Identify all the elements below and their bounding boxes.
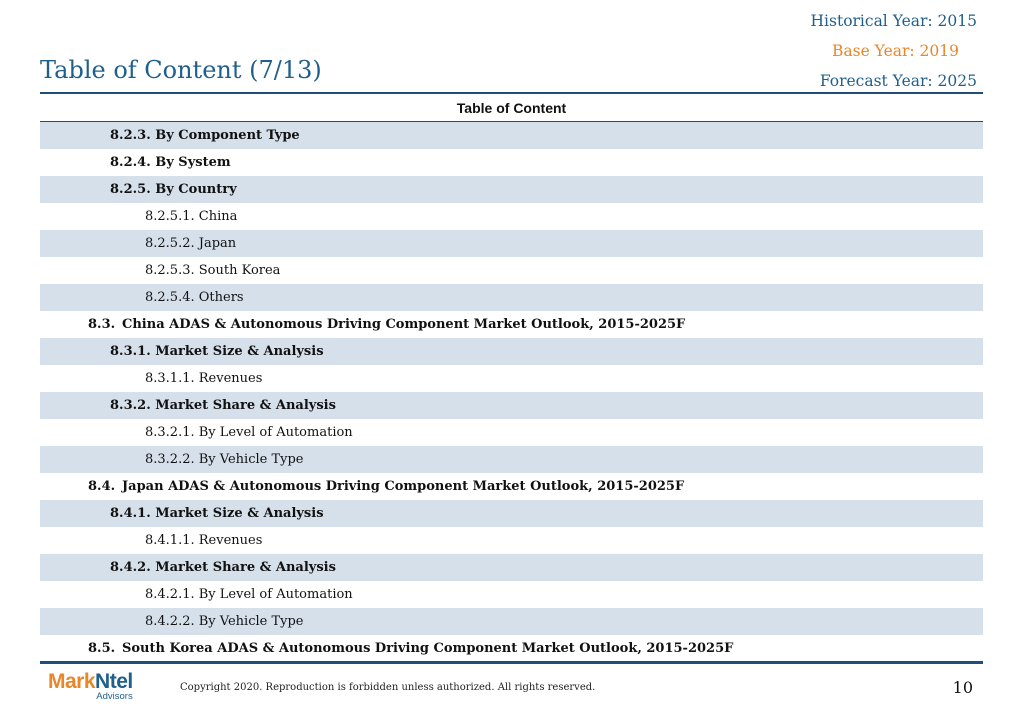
report-years	[811, 8, 977, 98]
toc-header: Table of Content	[456, 100, 567, 116]
toc-row	[40, 500, 983, 527]
toc-row-label: Japan ADAS & Autonomous Driving Component Market Outlook, 2015-2025F	[122, 479, 685, 494]
toc-row-label: 8.3.2. Market Share & Analysis	[110, 398, 336, 413]
toc-row-label: 8.3.1.1. Revenues	[145, 371, 263, 386]
toc-row-label: 8.4.1.1. Revenues	[145, 533, 263, 548]
base-year: Base Year: 2019	[832, 42, 959, 60]
toc-row	[40, 392, 983, 419]
toc-row	[40, 338, 983, 365]
toc-row	[40, 311, 983, 338]
toc-row	[40, 122, 983, 149]
toc-row-label: 8.2.5.3. South Korea	[145, 263, 281, 278]
toc-row-label: 8.3.1. Market Size & Analysis	[110, 344, 324, 359]
toc-row-label: 8.3.2.2. By Vehicle Type	[145, 452, 304, 467]
toc-row-label: 8.2.5.2. Japan	[145, 236, 237, 251]
toc-row-label: 8.4.2.2. By Vehicle Type	[145, 614, 304, 629]
toc-row	[40, 365, 983, 392]
toc-row-label: South Korea ADAS & Autonomous Driving Component Market Outlook, 2015-2025F	[122, 641, 734, 656]
logo-text-ntel: Ntel	[95, 670, 133, 693]
toc-row-label: 8.2.5. By Country	[110, 182, 237, 197]
toc-row	[40, 446, 983, 473]
toc-row	[40, 149, 983, 176]
toc-row	[40, 554, 983, 581]
logo-subtitle: Advisors	[96, 691, 133, 702]
toc-row	[40, 284, 983, 311]
title-divider	[40, 92, 983, 94]
forecast-year: Forecast Year: 2025	[819, 72, 977, 90]
toc-row	[40, 527, 983, 554]
footer-divider	[40, 661, 983, 664]
logo-text-mark: Mark	[48, 670, 96, 693]
toc-row-number: 8.5.	[88, 641, 116, 656]
toc-row-number: 8.4.	[88, 479, 116, 494]
copyright-notice: Copyright 2020. Reproduction is forbidden unless authorized. All rights reserved.	[180, 682, 596, 693]
toc-row-label: 8.2.4. By System	[110, 155, 231, 170]
toc-row	[40, 581, 983, 608]
toc-row	[40, 203, 983, 230]
toc-row	[40, 419, 983, 446]
toc-list	[40, 122, 983, 662]
toc-row-label: 8.3.2.1. By Level of Automation	[145, 425, 353, 440]
toc-row-label: 8.2.5.1. China	[145, 209, 238, 224]
toc-row	[40, 608, 983, 635]
page-title: Table of Content (7/13)	[40, 56, 322, 84]
marknetl-logo	[48, 671, 133, 702]
toc-row	[40, 176, 983, 203]
toc-row-label: 8.4.2. Market Share & Analysis	[110, 560, 336, 575]
toc-row-label: 8.4.1. Market Size & Analysis	[110, 506, 324, 521]
toc-row	[40, 635, 983, 662]
historical-year: Historical Year: 2015	[810, 12, 977, 30]
toc-row-label: 8.4.2.1. By Level of Automation	[145, 587, 353, 602]
toc-row	[40, 230, 983, 257]
toc-row-number: 8.3.	[88, 317, 116, 332]
toc-row-label: 8.2.5.4. Others	[145, 290, 244, 305]
page-number: 10	[952, 678, 973, 697]
toc-row-label: China ADAS & Autonomous Driving Component Market Outlook, 2015-2025F	[122, 317, 686, 332]
toc-row	[40, 257, 983, 284]
toc-row-label: 8.2.3. By Component Type	[110, 128, 300, 143]
toc-row	[40, 473, 983, 500]
